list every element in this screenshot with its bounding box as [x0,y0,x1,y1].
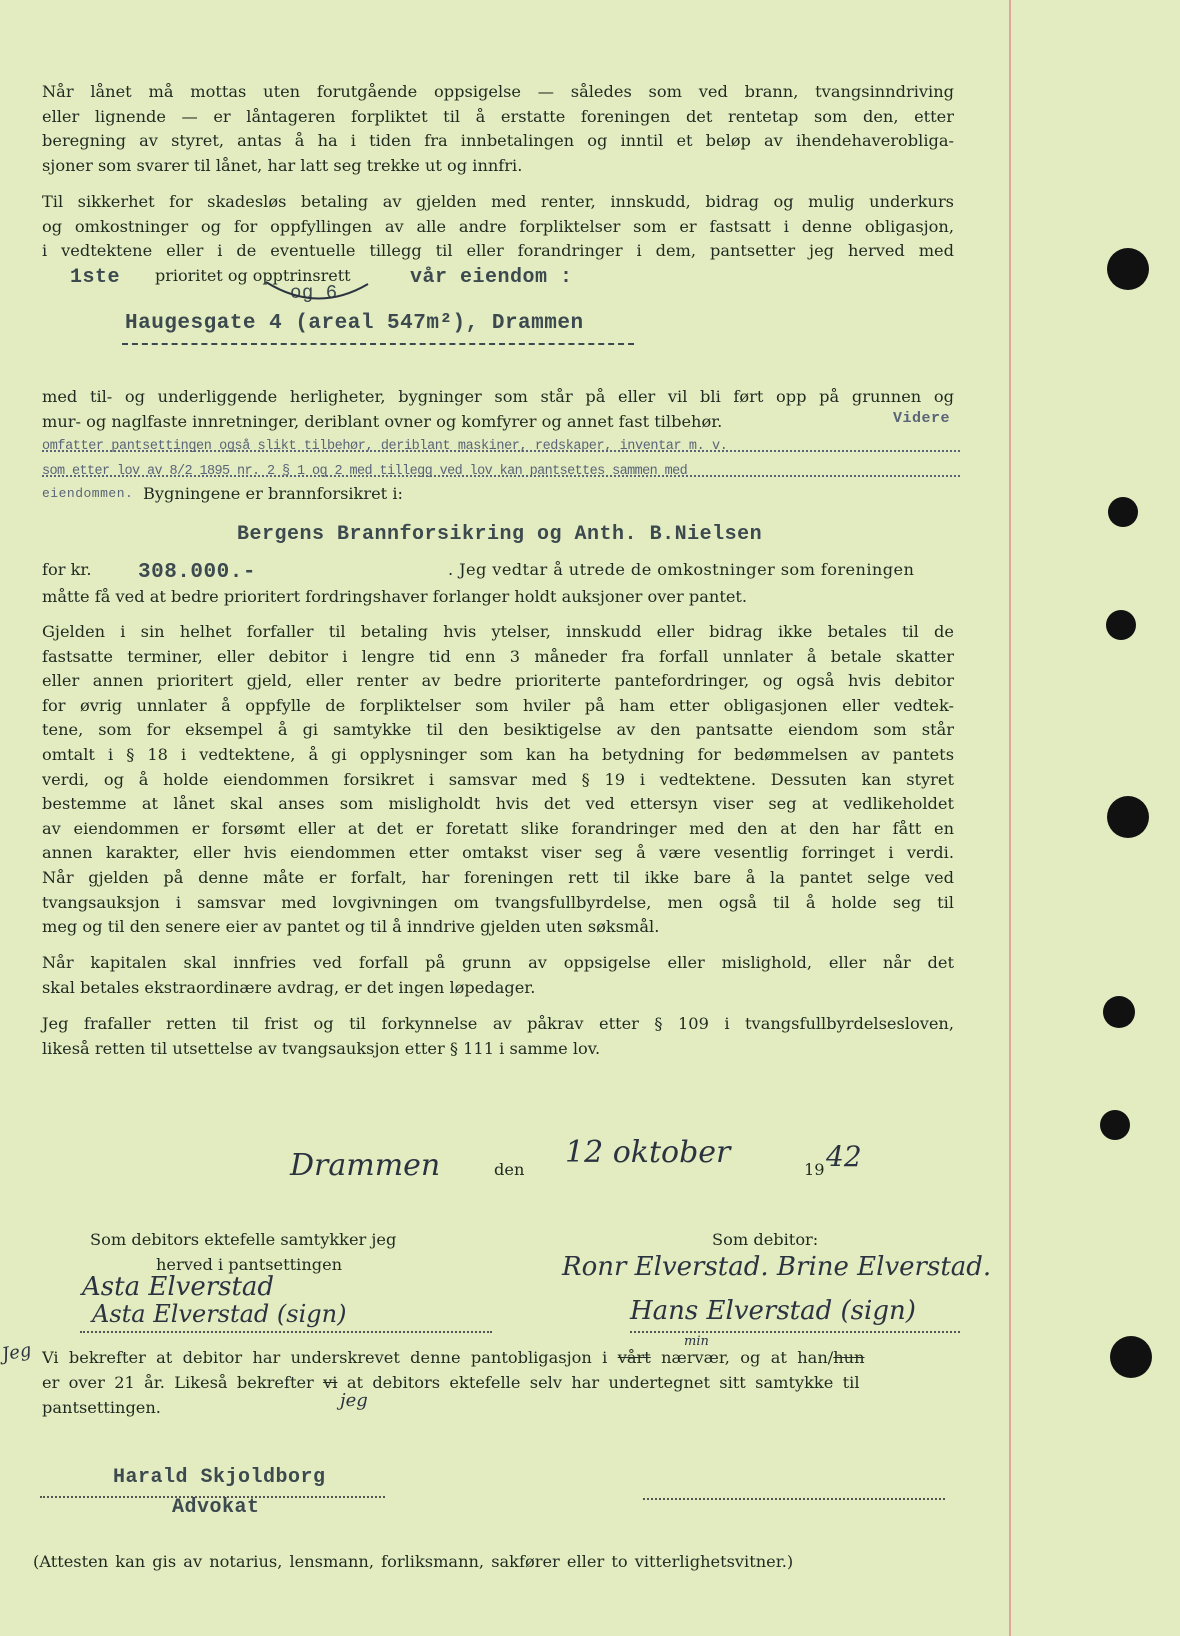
text-line: og omkostninger og for oppfyllingen av alle andre forpliktelser som er fastsatt i denne obligasjon, [42,216,954,236]
text-line: Gjelden i sin helhet forfaller til betaling hvis ytelser, innskudd eller bidrag ikke betales til de [42,622,954,641]
text-line: fastsatte terminer, eller debitor i lengre tid enn 3 måneder fra forfall unnlater å betale skatter [42,646,954,666]
priority-printed: prioritet og opptrinsrett [155,266,351,285]
spouse-consent-label: Som debitors ektefelle samtykker jeg [90,1230,397,1249]
witness-title: Advokat [172,1496,260,1519]
priority-typed: vår eiendom : [410,266,573,289]
for-kr-label: for kr. [42,560,92,579]
text-line: for øvrig unnlater å oppfylle de forpliktelser som hviler på ham etter obligasjonen eller vedtek- [42,695,954,715]
signature-line [630,1331,960,1333]
struck-word: hun [833,1348,865,1367]
debtor-signature: Ronr Elverstad. Brine Elverstad. [562,1252,992,1282]
year-suffix: 42 [826,1140,862,1173]
struck-word: vi [323,1373,338,1392]
struck-text: som etter lov av 8/2 1895 nr. 2 § 1 og 2 med tillegg ved lov kan pantsettes sammen med [42,464,688,479]
margin-note: Jeg [0,1339,33,1366]
debtor-signature-copy: Hans Elverstad (sign) [630,1296,916,1326]
spouse-consent-label-2: herved i pantsettingen [156,1255,343,1274]
paragraph-appurtenances [42,385,954,410]
text-line: tvangsauksjon i samsvar med lovgivningen om tvangsfullbyrdelse, men også til å holde seg til [42,892,954,912]
confirmation-line-3: pantsettingen. [42,1398,161,1417]
amount-line-rest: . Jeg vedtar å utrede de omkostninger som foreningen [448,560,915,579]
xxx-overstrike [42,463,960,477]
punch-hole [1103,996,1135,1028]
year-prefix: 19 [804,1160,825,1179]
place-handwritten: Drammen [290,1148,441,1183]
text-line: likeså retten til utsettelse av tvangsauksjon etter § 111 i samme lov. [42,1039,601,1058]
text-line: med til- og underliggende herligheter, bygninger som står på eller vil bli ført opp på grunnen og [42,387,954,406]
punch-hole [1100,1110,1130,1140]
text-fragment: Vi bekrefter at debitor har underskrevet denne pantobligasjon i [42,1348,608,1367]
loan-amount: 308.000.- [138,561,256,584]
paragraph-no-grace-days [42,951,954,976]
text-line: Til sikkerhet for skadesløs betaling av gjelden med renter, innskudd, bidrag og mulig underkurs [42,192,954,211]
paragraph-default [42,620,954,915]
signature-line [80,1331,492,1333]
witness-name: Harald Skjoldborg [113,1466,326,1489]
text-fragment: at debitors ektefelle selv har undertegnet sitt samtykke til [346,1373,860,1392]
paragraph-waiver [42,1012,954,1037]
text-line: av eiendommen er forsømt eller at det er foretatt slike forandringer med den at den har fått en [42,818,954,838]
text-line: meg og til den senere eier av pantet og til å inndrive gjelden uten søksmål. [42,917,660,936]
margin-rule [1009,0,1011,1636]
text-line: Når gjelden på denne måte er forfalt, har foreningen rett til ikke bare å la pantet selge ved [42,867,954,887]
text-line: beregning av styret, antas å ha i tiden fra innbetalingen og inntil et beløp av ihendehaverobliga- [42,131,954,151]
insert-jeg: jeg [340,1390,368,1411]
text-fragment: er over 21 år. Likeså bekrefter [42,1373,314,1392]
text-line: skal betales ekstraordinære avdrag, er det ingen løpedager. [42,978,536,997]
paragraph-security [42,190,954,264]
text-fragment: nærvær, og at han/ [661,1348,834,1367]
text-line: mur- og naglfaste innretninger, deriblant ovner og komfyrer og annet fast tilbehør. [42,412,723,431]
confirmation-line-2 [42,1373,860,1392]
paragraph-early-repayment-end [42,154,954,179]
struck-word-videre: Videre [893,410,951,427]
signature-line [643,1498,945,1500]
text-line: omtalt i § 18 i vedtektene, å gi opplysninger som kan ha betydning for bedømmelsen av pantets [42,744,954,764]
text-line: verdi, og å holde eiendommen forsikret i samsvar med § 19 i vedtektene. Dessuten kan styret [42,769,954,789]
property-underline [122,343,634,345]
text-line: sjoner som svarer til lånet, har latt seg trekke ut og innfri. [42,156,523,175]
paragraph-appurtenances-2 [42,410,887,435]
text-line: bestemme at lånet skal anses som misligholdt hvis det ved ettersyn viser seg at vedlikeholdet [42,794,954,814]
property-description: Haugesgate 4 (areal 547m²), Drammen [125,312,584,335]
punch-hole [1107,796,1149,838]
footer-note: (Attesten kan gis av notarius, lensmann, forliksmann, sakfører eller to vitterlighetsvitner.) [33,1552,794,1571]
xxx-overstrike [42,438,960,452]
paragraph-no-grace-days-end [42,976,954,1001]
text-line: Jeg frafaller retten til frist og til forkynnelse av påkrav etter § 109 i tvangsfullbyrdelsesloven, [42,1014,954,1033]
priority-ordinal: 1ste [70,266,121,289]
text-line: Når kapitalen skal innfries ved forfall på grunn av oppsigelse eller mislighold, eller når det [42,953,954,972]
den-label: den [494,1160,525,1179]
punch-hole [1108,497,1138,527]
paragraph-default-end [42,915,954,940]
spouse-signature: Asta Elverstad [82,1272,275,1302]
punch-hole [1107,248,1149,290]
text-line: Når lånet må mottas uten forutgående oppsigelse — således som ved brann, tvangsinndriving [42,82,954,101]
handwritten-insert: og 6 [290,282,338,304]
text-line: eller annen prioritert gjeld, eller renter av bedre prioriterte pantefordringer, og også hvis debitor [42,671,954,691]
insurance-company: Bergens Brannforsikring og Anth. B.Nielsen [237,523,763,546]
amount-line-2 [42,585,954,610]
paragraph-waiver-end [42,1037,954,1062]
date-handwritten: 12 oktober [565,1135,731,1170]
insurance-label: Bygningene er brannforsikret i: [143,484,403,503]
struck-word-eiendommen: eiendommen. [42,486,134,501]
text-line: i vedtektene eller i de eventuelle tillegg til eller forandringer i dem, pantsetter jeg herved med [42,241,954,261]
paragraph-early-repayment [42,80,954,154]
confirmation-line-1 [42,1348,865,1367]
struck-word: vårt [617,1348,651,1367]
text-line: måtte få ved at bedre prioritert fordringshaver forlanger holdt auksjoner over pantet. [42,587,748,606]
insert-min: min [684,1334,709,1349]
spouse-signature-copy: Asta Elverstad (sign) [92,1300,347,1328]
text-line: eller lignende — er låntageren forpliktet til å erstatte foreningen det rentetap som den, etter [42,106,954,126]
insert-arc [262,280,372,308]
punch-hole [1110,1336,1152,1378]
punch-hole [1106,610,1136,640]
text-line: tene, som for eksempel å gi samtykke til den besiktigelse av den pantsatte eiendom som står [42,720,954,740]
debtor-label: Som debitor: [712,1230,819,1249]
text-line: annen karakter, eller hvis eiendommen etter omtakst viser seg å være vesentlig forringet i verdi. [42,843,954,863]
struck-text: omfatter pantsettingen også slikt tilbehør, deriblant maskiner, redskaper, inventar m. v. [42,439,728,454]
